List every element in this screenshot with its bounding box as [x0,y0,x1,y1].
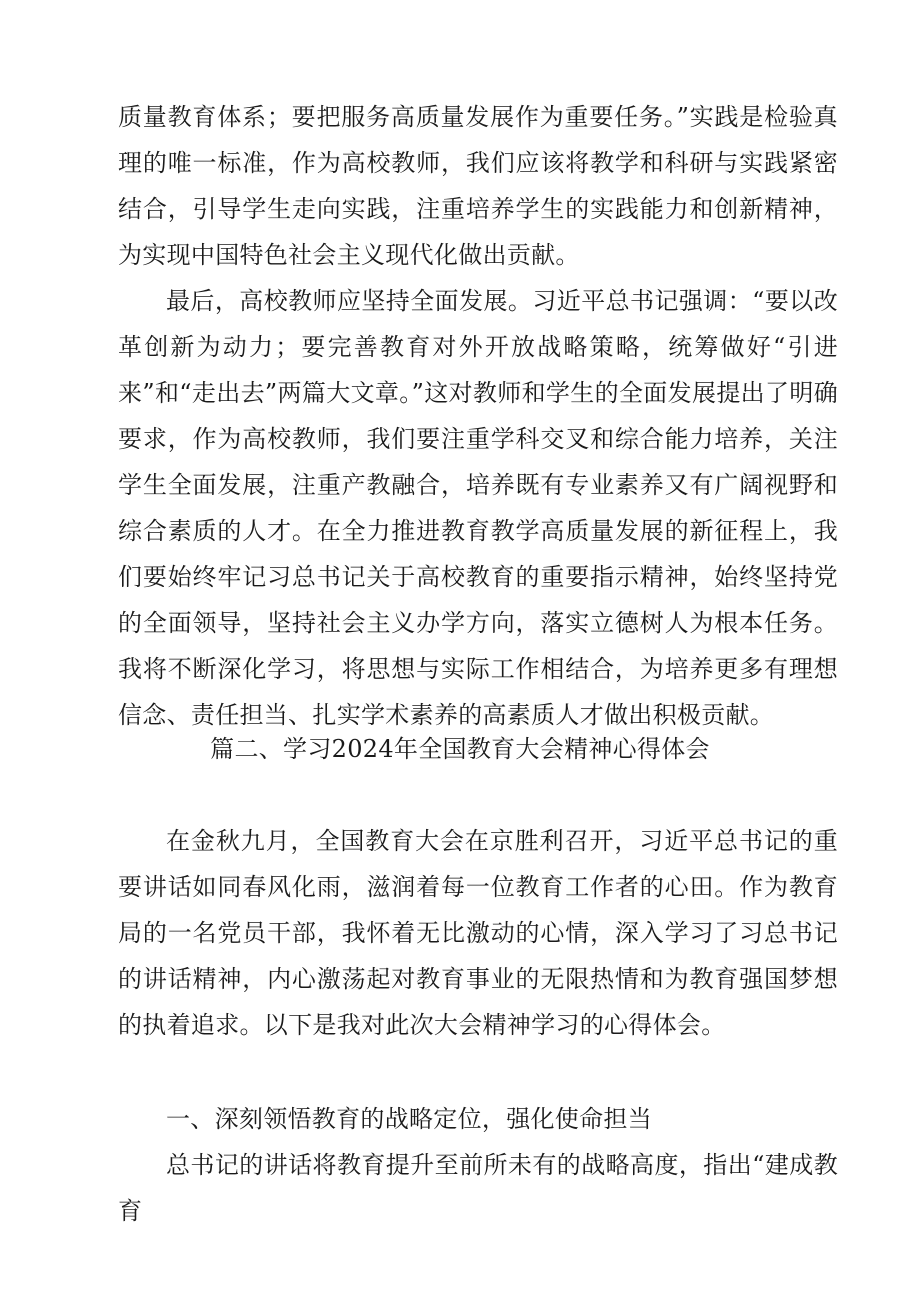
intro-paragraph: 在金秋九月，全国教育大会在京胜利召开，习近平总书记的重要讲话如同春风化雨，滋润着每一位教育工作者的心田。作为教育局的一名党员干部，我怀着无比激动的心情，深入学习了习总书记的讲话精神，内心激荡起对教育事业的无限热情和为教育强国梦想的执着追求。以下是我对此次大会精神学习的心得体会。 [118,827,838,1039]
heading-one-block [118,1096,838,1142]
last-line-paragraph: 总书记的讲话将教育提升至前所未有的战略高度，指出“建成教育 [118,1151,838,1225]
heading-one: 一、深刻领悟教育的战略定位，强化使命担当 [166,1105,652,1133]
final-paragraph-block [118,278,838,738]
continuation-paragraph: 质量教育体系；要把服务高质量发展作为重要任务。”实践是检验真理的唯一标准，作为高校教师，我们应该将教学和科研与实践紧密结合，引导学生走向实践，注重培养学生的实践能力和创新精神，为实现中国特色社会主义现代化做出贡献。 [118,103,838,269]
last-line-block [118,1142,838,1234]
final-paragraph: 最后，高校教师应坚持全面发展。习近平总书记强调：“要以改革创新为动力；要完善教育对外开放战略策略，统筹做好“引进来”和“走出去”两篇大文章。”这对教师和学生的全面发展提出了明确要求，作为高校教师，我们要注重学科交叉和综合能力培养，关注学生全面发展，注重产教融合，培养既有专业素养又有广阔视野和综合素质的人才。在全力推进教育教学高质量发展的新征程上，我们要始终牢记习总书记关于高校教育的重要指示精神，始终坚持党的全面领导，坚持社会主义办学方向，落实立德树人为根本任务。我将不断深化学习，将思想与实际工作相结合，为培养更多有理想信念、责任担当、扎实学术素养的高素质人才做出积极贡献。 [118,287,838,729]
intro-paragraph-block [118,818,838,1048]
section-title: 篇二、学习2024年全国教育大会精神心得体会 [210,735,710,763]
continuation-paragraph-block [118,94,838,278]
